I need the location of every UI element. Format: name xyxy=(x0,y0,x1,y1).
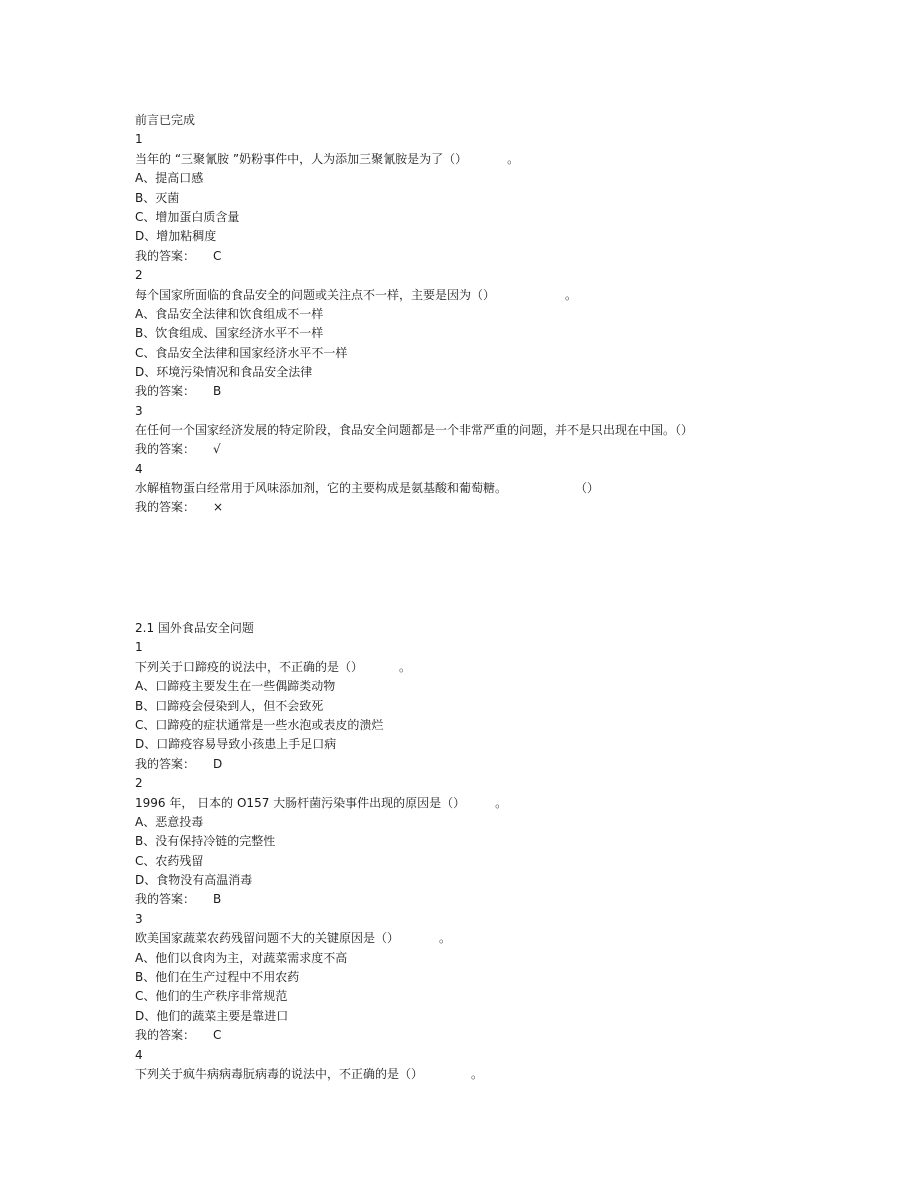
question-tail: 。 xyxy=(507,151,520,166)
question-text: 水解植物蛋白经常用于风味添加剂，它的主要构成是氨基酸和葡萄糖。 xyxy=(135,481,508,496)
question-stem xyxy=(135,286,735,305)
option-c: C、他们的生产秩序非常规范 xyxy=(135,989,288,1004)
question-number: 1 xyxy=(135,640,143,655)
my-answer xyxy=(135,247,735,266)
option-a: A、口蹄疫主要发生在一些偶蹄类动物 xyxy=(135,679,336,694)
answer-label: 我的答案： xyxy=(135,248,196,263)
answer-value: × xyxy=(213,500,224,515)
section-2-1 xyxy=(135,619,735,1084)
question-stem xyxy=(135,150,735,169)
section-preface xyxy=(135,111,735,518)
my-answer xyxy=(135,440,735,459)
question-number: 2 xyxy=(135,776,143,791)
question-text: 每个国家所面临的食品安全的问题或关注点不一样，主要是因为（） xyxy=(135,287,496,302)
option-b: B、他们在生产过程中不用农药 xyxy=(135,970,300,985)
option-b: B、灭菌 xyxy=(135,190,180,205)
option-d: D、他们的蔬菜主要是靠进口 xyxy=(135,1008,289,1023)
answer-value: B xyxy=(213,892,222,907)
option-c: C、口蹄疫的症状通常是一些水泡或表皮的溃烂 xyxy=(135,717,384,732)
question-tail: 。 xyxy=(471,1066,484,1081)
answer-label: 我的答案： xyxy=(135,892,196,907)
option-d: D、口蹄疫容易导致小孩患上手足口病 xyxy=(135,737,337,752)
answer-value: C xyxy=(213,1028,222,1043)
question-stem xyxy=(135,929,735,948)
answer-value: √ xyxy=(213,442,221,457)
section-title: 前言已完成 xyxy=(135,113,196,127)
question-tail: 。 xyxy=(399,659,412,674)
question-tail: 。 xyxy=(495,795,508,810)
question-number: 3 xyxy=(135,403,143,418)
option-a: A、提高口感 xyxy=(135,171,204,186)
option-c: C、食品安全法律和国家经济水平不一样 xyxy=(135,345,348,360)
my-answer xyxy=(135,498,735,517)
question-text: 下列关于口蹄疫的说法中，不正确的是（） xyxy=(135,659,364,674)
answer-value: D xyxy=(213,756,223,771)
question-number: 2 xyxy=(135,268,143,283)
question-stem: 在任何一个国家经济发展的特定阶段，食品安全问题都是一个非常严重的问题，并不是只出现在中国。（） xyxy=(135,423,694,438)
my-answer xyxy=(135,890,735,909)
my-answer xyxy=(135,382,735,401)
option-b: B、饮食组成、国家经济水平不一样 xyxy=(135,326,324,341)
question-stem xyxy=(135,794,735,813)
question-text: 欧美国家蔬菜农药残留问题不大的关键原因是（） xyxy=(135,931,400,946)
option-a: A、恶意投毒 xyxy=(135,814,204,829)
question-stem xyxy=(135,1065,735,1084)
answer-value: B xyxy=(213,384,222,399)
answer-label: 我的答案： xyxy=(135,756,196,771)
option-d: D、增加粘稠度 xyxy=(135,229,217,244)
question-stem xyxy=(135,479,735,498)
my-answer xyxy=(135,755,735,774)
answer-label: 我的答案： xyxy=(135,500,196,515)
answer-value: C xyxy=(213,248,222,263)
section-title: 2.1 国外食品安全问题 xyxy=(135,621,254,635)
answer-label: 我的答案： xyxy=(135,442,196,457)
option-b: B、口蹄疫会侵染到人，但不会致死 xyxy=(135,698,324,713)
my-answer xyxy=(135,1026,735,1045)
question-tail: 。 xyxy=(439,931,452,946)
question-tail: （） xyxy=(575,481,600,496)
question-tail: 。 xyxy=(565,287,578,302)
question-number: 1 xyxy=(135,132,143,147)
option-a: A、食品安全法律和饮食组成不一样 xyxy=(135,306,324,321)
option-c: C、增加蛋白质含量 xyxy=(135,209,240,224)
option-d: D、环境污染情况和食品安全法律 xyxy=(135,365,313,380)
question-stem xyxy=(135,658,735,677)
question-number: 3 xyxy=(135,911,143,926)
question-text: 当年的 “三聚氰胺 ”奶粉事件中，人为添加三聚氰胺是为了（） xyxy=(135,151,468,166)
option-c: C、农药残留 xyxy=(135,853,204,868)
question-text: 下列关于疯牛病病毒朊病毒的说法中，不正确的是（） xyxy=(135,1066,424,1081)
question-number: 4 xyxy=(135,461,143,476)
question-number: 4 xyxy=(135,1047,143,1062)
question-text: 1996 年， 日本的 O157 大肠杆菌污染事件出现的原因是（） xyxy=(135,795,466,810)
option-a: A、他们以食肉为主，对蔬菜需求度不高 xyxy=(135,950,348,965)
option-d: D、食物没有高温消毒 xyxy=(135,873,253,888)
option-b: B、没有保持冷链的完整性 xyxy=(135,834,276,849)
answer-label: 我的答案： xyxy=(135,384,196,399)
answer-label: 我的答案： xyxy=(135,1028,196,1043)
